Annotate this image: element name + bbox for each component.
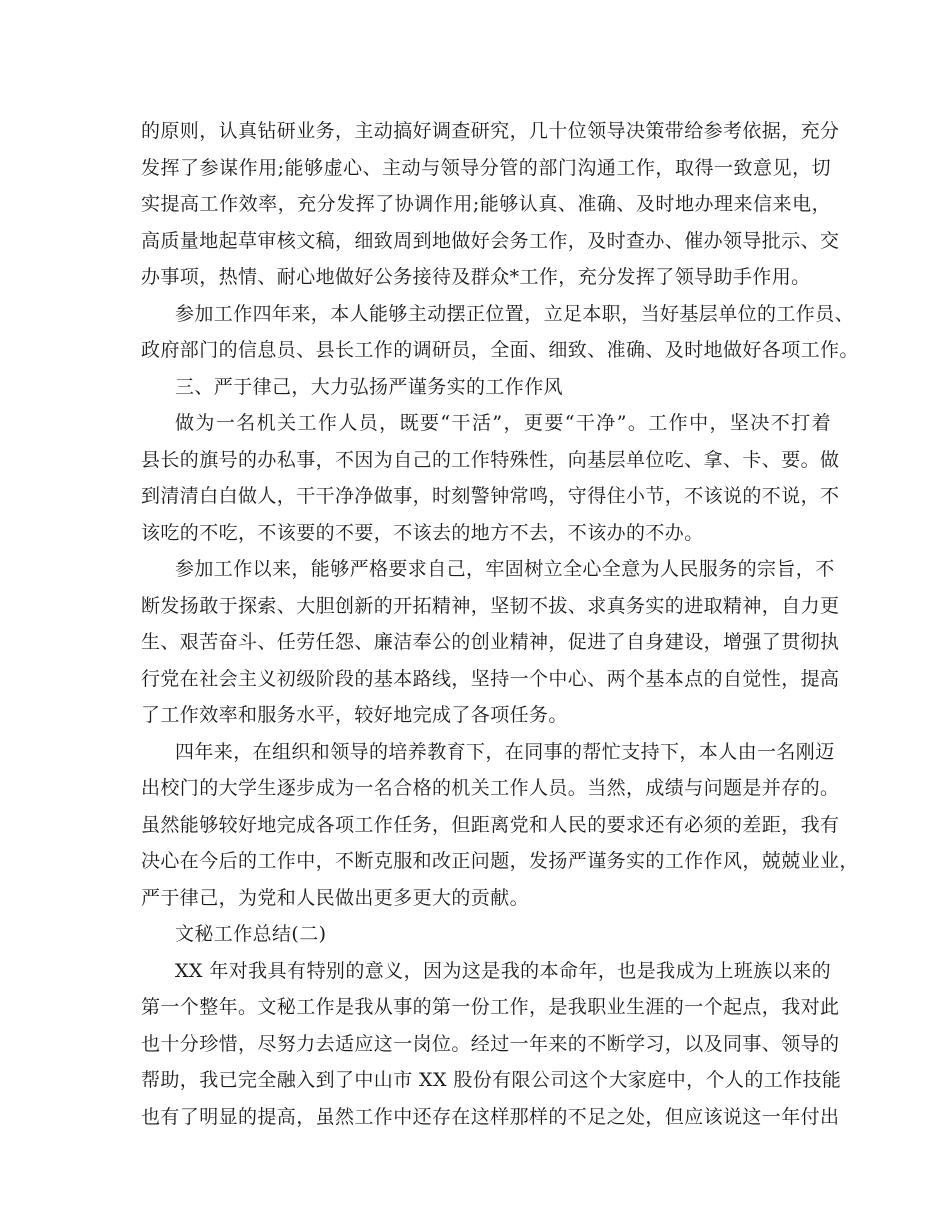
text-line: 也十分珍惜，尽努力去适应这一岗位。经过一年来的不断学习，以及同事、领导的 bbox=[141, 1032, 840, 1055]
text-line: 参加工作四年来，本人能够主动摆正位置，立足本职，当好基层单位的工作员、 bbox=[175, 302, 855, 325]
text-line: 了工作效率和服务水平，较好地完成了各项任务。 bbox=[141, 704, 568, 726]
text-line: 行党在社会主义初级阶段的基本路线，坚持一个中心、两个基本点的自觉性，提高 bbox=[141, 667, 840, 690]
text-line: 做为一名机关工作人员，既要“干活”，更要“干净”。工作中，坚决不打着 bbox=[175, 412, 831, 434]
text-line: 出校门的大学生逐步成为一名合格的机关工作人员。当然，成绩与问题是并存的。 bbox=[141, 777, 840, 799]
text-line: 实提高工作效率，充分发挥了协调作用;能够认真、准确、及时地办理来信来电， bbox=[141, 193, 831, 215]
text-line: XX 年对我具有特别的意义，因为这是我的本命年，也是我成为上班族以来的 bbox=[175, 959, 831, 982]
text-line: 帮助，我已完全融入到了中山市 XX 股份有限公司这个大家庭中，个人的工作技能 bbox=[141, 1069, 842, 1091]
text-line: 三、严于律己，大力弘扬严谨务实的工作作风 bbox=[175, 375, 564, 398]
text-line: 也有了明显的提高，虽然工作中还存在这样那样的不足之处，但应该说这一年付出 bbox=[141, 1105, 840, 1128]
text-line: 四年来，在组织和领导的培养教育下，在同事的帮忙支持下，本人由一名刚迈 bbox=[175, 740, 835, 763]
text-line: 虽然能够较好地完成各项工作任务，但距离党和人民的要求还有必须的差距，我有 bbox=[141, 813, 840, 836]
text-line: 的原则，认真钻研业务，主动搞好调查研究，几十位领导决策带给参考依据，充分 bbox=[141, 120, 840, 142]
text-line: 参加工作以来，能够严格要求自己，牢固树立全心全意为人民服务的宗旨，不 bbox=[175, 558, 835, 580]
text-line: 第一个整年。文秘工作是我从事的第一份工作，是我职业生涯的一个起点，我对此 bbox=[141, 996, 840, 1018]
text-line: 文秘工作总结(二) bbox=[175, 923, 327, 945]
text-line: 断发扬敢于探索、大胆创新的开拓精神，坚韧不拔、求真务实的进取精神，自力更 bbox=[141, 594, 840, 617]
text-line: 决心在今后的工作中，不断克服和改正问题，发扬严谨务实的工作作风，兢兢业业， bbox=[141, 850, 859, 872]
text-line: 办事项，热情、耐心地做好公务接待及群众*工作，充分发挥了领导助手作用。 bbox=[141, 266, 811, 288]
text-line: 生、艰苦奋斗、任劳任怨、廉洁奉公的创业精神，促进了自身建设，增强了贯彻执 bbox=[141, 631, 840, 653]
text-line: 严于律己，为党和人民做出更多更大的贡献。 bbox=[141, 886, 530, 909]
text-line: 高质量地起草审核文稿，细致周到地做好会务工作，及时查办、催办领导批示、交 bbox=[141, 229, 840, 252]
text-line: 政府部门的信息员、县长工作的调研员，全面、细致、准确、及时地做好各项工作。 bbox=[141, 339, 859, 361]
text-line: 发挥了参谋作用;能够虚心、主动与领导分管的部门沟通工作，取得一致意见，切 bbox=[141, 156, 831, 179]
text-line: 到清清白白做人，干干净净做事，时刻警钟常鸣，守得住小节，不该说的不说，不 bbox=[141, 485, 840, 507]
text-line: 县长的旗号的办私事，不因为自己的工作特殊性，向基层单位吃、拿、卡、要。做 bbox=[141, 448, 840, 471]
text-line: 该吃的不吃，不该要的不要，不该去的地方不去，不该办的不办。 bbox=[141, 521, 704, 544]
